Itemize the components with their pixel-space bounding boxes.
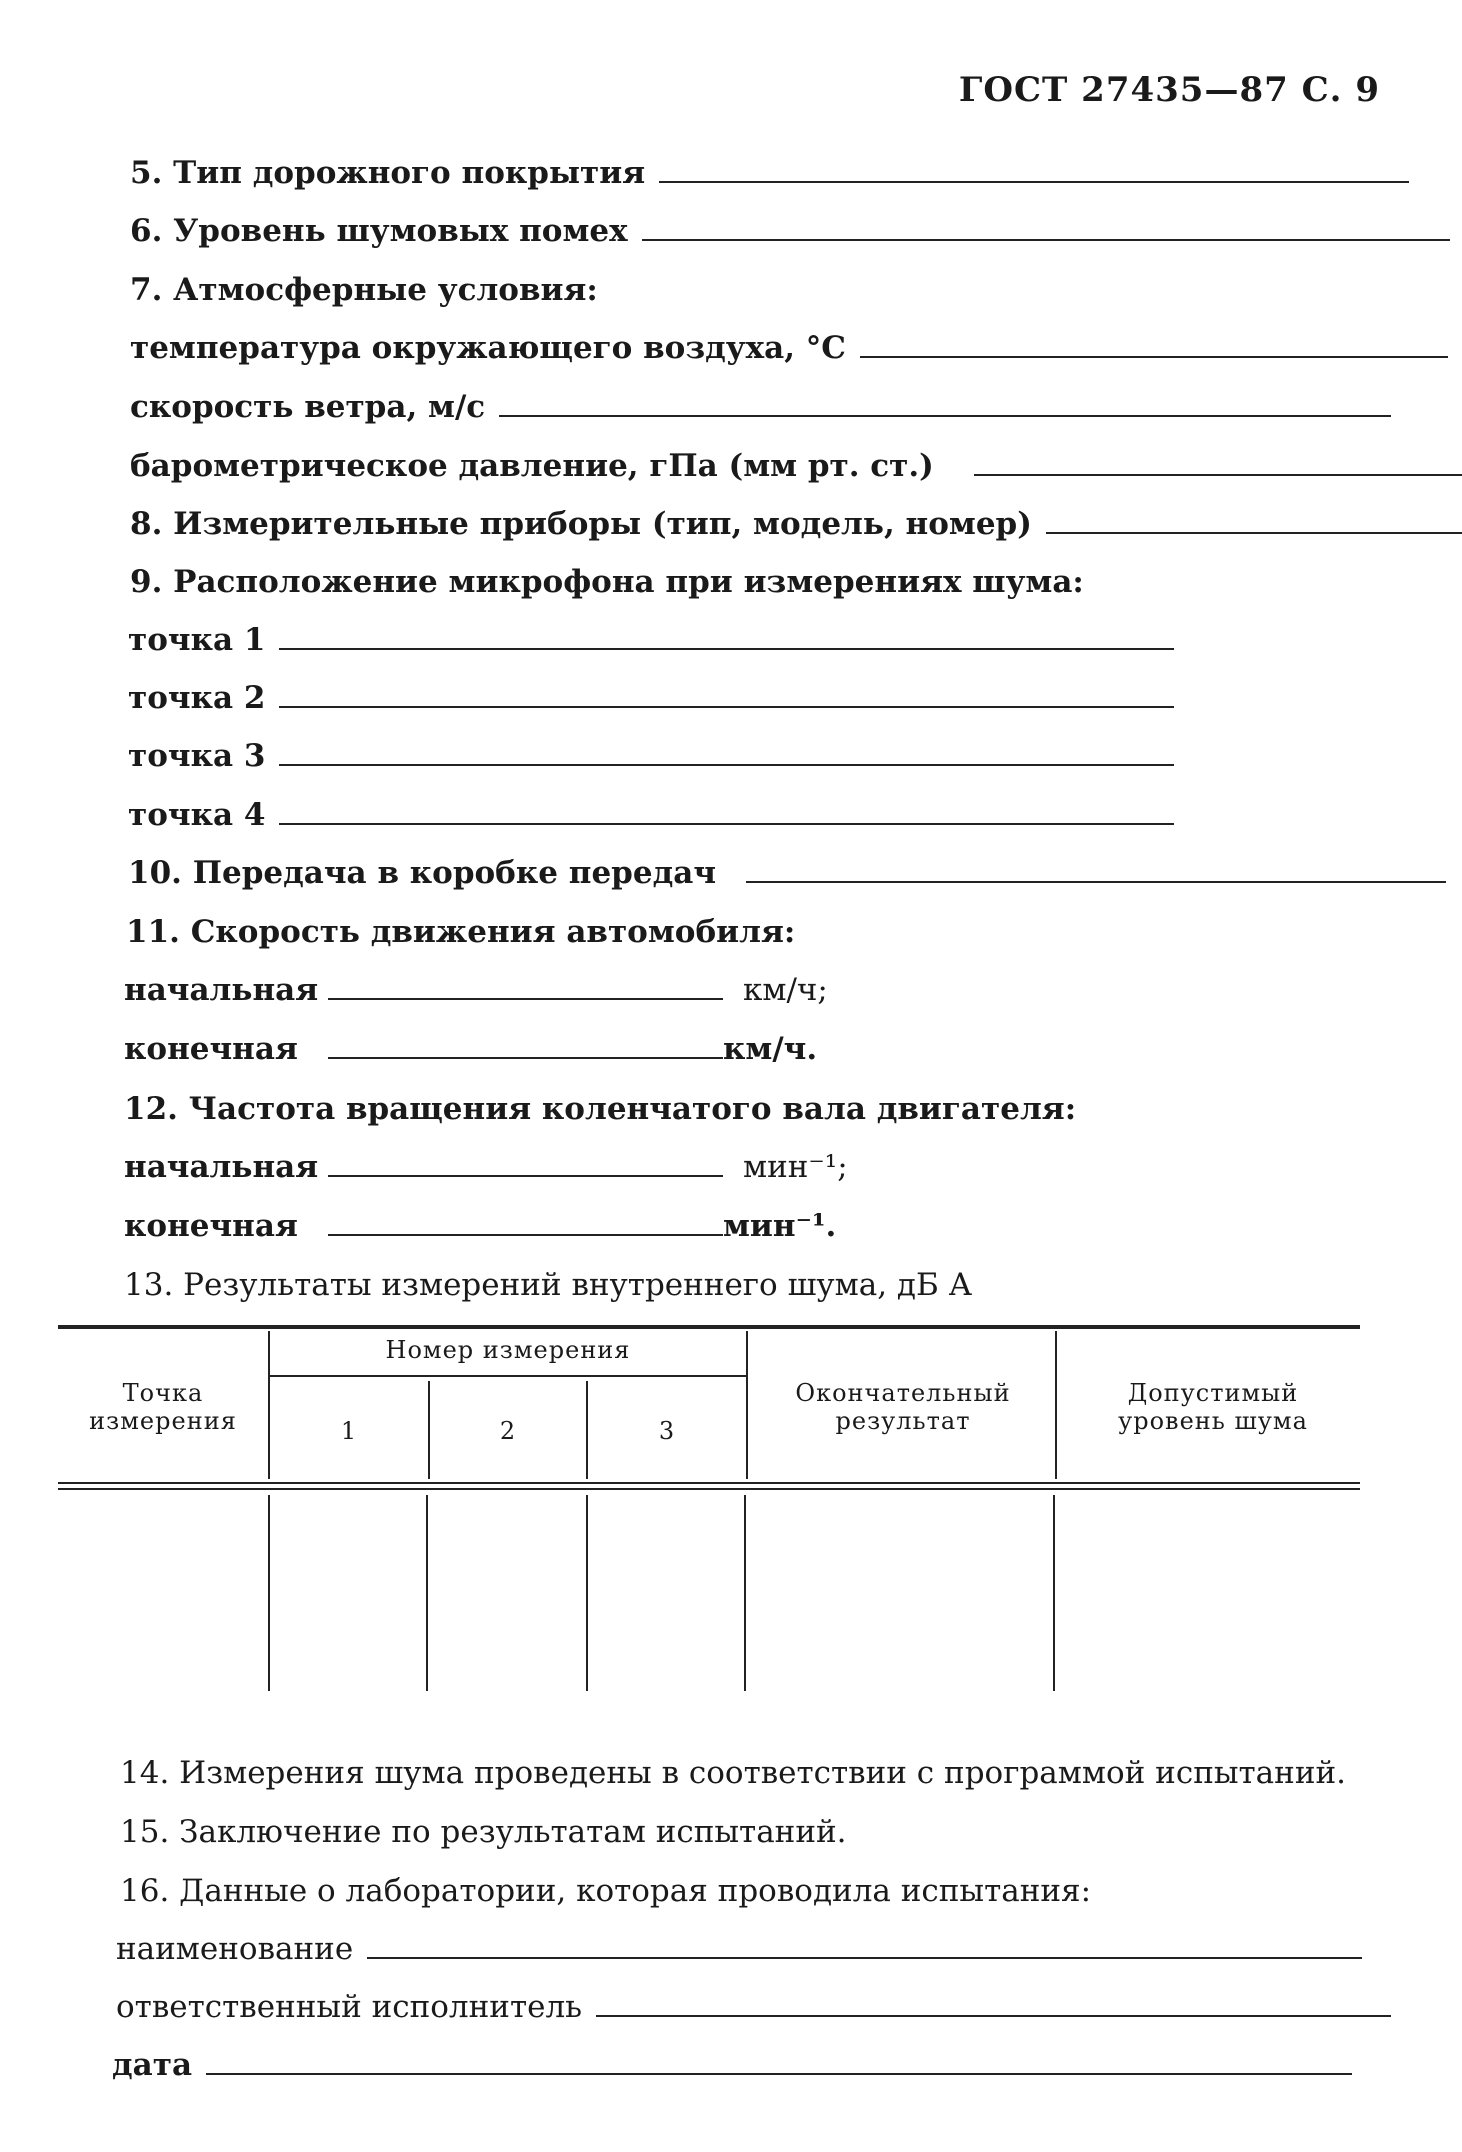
- table-top-border: [58, 1325, 1360, 1329]
- item-label: дата: [112, 2047, 193, 2083]
- table-header-border: [58, 1482, 1360, 1484]
- item-wind-speed: [130, 389, 1391, 425]
- item-label: начальная: [124, 972, 319, 1008]
- item-rpm-start: [124, 1149, 848, 1185]
- fill-line[interactable]: [659, 180, 1409, 183]
- unit-label: км/ч.: [723, 1031, 818, 1067]
- fill-line[interactable]: [596, 2014, 1391, 2017]
- item-lab-person: [116, 1989, 1391, 2025]
- col-header-m3: 3: [658, 1417, 676, 1445]
- fill-line[interactable]: [328, 1174, 723, 1177]
- item-label: 5. Тип дорожного покрытия: [130, 155, 646, 191]
- fill-line[interactable]: [279, 647, 1174, 650]
- item-noise-interference: [130, 213, 1450, 249]
- item-lab-name: [116, 1931, 1362, 1967]
- item-label: 12. Частота вращения коленчатого вала двигателя:: [124, 1091, 1077, 1127]
- item-point-1: [128, 622, 1174, 658]
- item-laboratory: 16. Данные о лаборатории, которая проводила испытания:: [120, 1873, 1092, 1909]
- fill-line[interactable]: [279, 705, 1174, 708]
- col-divider: [746, 1331, 748, 1479]
- col-header-allowed: Допустимый уровень шума: [1118, 1379, 1308, 1435]
- item-point-3: [128, 738, 1174, 774]
- item-speed-end: [124, 1031, 818, 1067]
- group-header-measurement: Номер измерения: [385, 1336, 631, 1364]
- item-point-2: [128, 680, 1174, 716]
- item-results: [124, 1267, 973, 1303]
- item-vehicle-speed: [126, 914, 796, 950]
- item-lab-date: [112, 2047, 1352, 2083]
- item-label: 10. Передача в коробке передач: [128, 855, 717, 891]
- page-header: ГОСТ 27435—87 С. 9: [958, 70, 1380, 110]
- unit-label: мин⁻¹;: [743, 1149, 848, 1185]
- unit-label: км/ч;: [743, 972, 828, 1008]
- col-header-final: Окончательный результат: [795, 1379, 1011, 1435]
- fill-line[interactable]: [279, 763, 1174, 766]
- col-header-point: Точка измерения: [89, 1379, 237, 1435]
- item-label: 8. Измерительные приборы (тип, модель, номер): [130, 506, 1032, 542]
- item-atmosphere: [130, 272, 598, 308]
- item-temperature: [130, 330, 1448, 366]
- col-divider: [1053, 1495, 1055, 1691]
- item-instruments: [130, 506, 1462, 542]
- item-label: точка 1: [128, 622, 266, 658]
- item-mic-position: [130, 564, 1084, 600]
- item-label: точка 2: [128, 680, 266, 716]
- item-point-4: [128, 797, 1174, 833]
- item-gear: [128, 855, 1446, 891]
- fill-line[interactable]: [860, 355, 1448, 358]
- item-label: барометрическое давление, гПа (мм рт. ст.): [130, 448, 934, 484]
- item-label: 6. Уровень шумовых помех: [130, 213, 628, 249]
- item-label: начальная: [124, 1149, 319, 1185]
- item-label: температура окружающего воздуха, °С: [130, 330, 846, 366]
- item-label: точка 3: [128, 738, 266, 774]
- col-divider: [426, 1495, 428, 1691]
- item-label: конечная: [124, 1031, 298, 1067]
- col-header-m1: 1: [340, 1417, 358, 1445]
- item-label: наименование: [116, 1931, 354, 1967]
- fill-line[interactable]: [328, 1233, 723, 1236]
- fill-line[interactable]: [328, 997, 723, 1000]
- item-road-surface: [130, 155, 1409, 191]
- fill-line[interactable]: [367, 1956, 1362, 1959]
- results-table: [58, 1325, 1360, 1695]
- unit-label: мин⁻¹.: [723, 1208, 837, 1244]
- col-divider: [744, 1495, 746, 1691]
- fill-line[interactable]: [642, 238, 1450, 241]
- fill-line[interactable]: [206, 2072, 1352, 2075]
- item-label: 7. Атмосферные условия:: [130, 272, 598, 308]
- item-conformity: 14. Измерения шума проведены в соответствии с программой испытаний.: [120, 1755, 1346, 1791]
- fill-line[interactable]: [499, 414, 1391, 417]
- item-label: конечная: [124, 1208, 298, 1244]
- col-divider: [586, 1495, 588, 1691]
- group-divider: [270, 1375, 746, 1377]
- col-header-m2: 2: [499, 1417, 517, 1445]
- fill-line[interactable]: [746, 880, 1446, 883]
- item-label: 13. Результаты измерений внутреннего шума, дБ А: [124, 1267, 973, 1303]
- item-rpm-end: [124, 1208, 837, 1244]
- item-label: 9. Расположение микрофона при измерениях шума:: [130, 564, 1084, 600]
- fill-line[interactable]: [328, 1056, 723, 1059]
- item-label: скорость ветра, м/с: [130, 389, 486, 425]
- fill-line[interactable]: [279, 822, 1174, 825]
- item-conclusion: 15. Заключение по результатам испытаний.: [120, 1814, 847, 1850]
- item-pressure: [130, 448, 1462, 484]
- fill-line[interactable]: [1046, 531, 1462, 534]
- item-label: ответственный исполнитель: [116, 1989, 583, 2025]
- item-label: точка 4: [128, 797, 266, 833]
- table-header-border: [58, 1488, 1360, 1490]
- col-divider: [1055, 1331, 1057, 1479]
- item-speed-start: [124, 972, 828, 1008]
- fill-line[interactable]: [974, 473, 1462, 476]
- item-rpm: [124, 1091, 1077, 1127]
- col-divider: [268, 1495, 270, 1691]
- item-label: 11. Скорость движения автомобиля:: [126, 914, 796, 950]
